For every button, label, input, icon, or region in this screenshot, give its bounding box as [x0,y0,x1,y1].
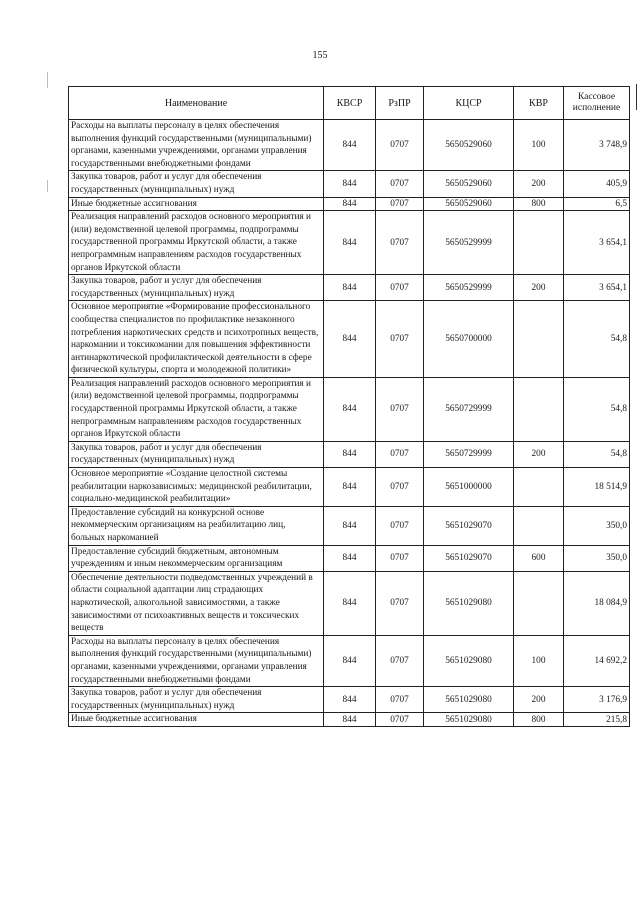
margin-mark [47,180,48,192]
cell-kvsr: 844 [324,441,376,467]
cell-kvr [514,468,564,507]
cell-rzpr: 0707 [376,713,424,727]
cell-kcsr: 5650529060 [424,120,514,171]
cell-rzpr: 0707 [376,441,424,467]
cell-amount: 350,0 [564,545,630,571]
cell-name: Предоставление субсидий бюджетным, автономным учреждениям и иным некоммерческим организациям [69,545,324,571]
table-row [69,275,630,301]
cell-rzpr: 0707 [376,687,424,713]
table-row [69,468,630,507]
table-row [69,197,630,211]
header-rzpr: РзПР [376,87,424,120]
table-row [69,506,630,545]
cell-kcsr: 5650529999 [424,211,514,275]
table-row [69,687,630,713]
cell-rzpr: 0707 [376,301,424,378]
cell-kvr [514,506,564,545]
cell-amount: 3 748,9 [564,120,630,171]
cell-rzpr: 0707 [376,377,424,441]
cell-name: Иные бюджетные ассигнования [69,713,324,727]
table-header-row [69,87,630,120]
cell-kvr: 200 [514,687,564,713]
cell-kvr: 100 [514,635,564,686]
cell-kvsr: 844 [324,468,376,507]
cell-rzpr: 0707 [376,211,424,275]
cell-amount: 54,8 [564,377,630,441]
cell-kvr [514,377,564,441]
cell-name: Закупка товаров, работ и услуг для обеспечения государственных (муниципальных) нужд [69,275,324,301]
header-kcsr: КЦСР [424,87,514,120]
cell-kvr: 100 [514,120,564,171]
header-kvr: КВР [514,87,564,120]
cell-rzpr: 0707 [376,571,424,635]
cell-amount: 350,0 [564,506,630,545]
table-row [69,571,630,635]
cell-name: Иные бюджетные ассигнования [69,197,324,211]
cell-kvsr: 844 [324,506,376,545]
cell-rzpr: 0707 [376,197,424,211]
cell-kcsr: 5651029080 [424,635,514,686]
cell-rzpr: 0707 [376,506,424,545]
cell-kcsr: 5650700000 [424,301,514,378]
table-row [69,120,630,171]
table-row [69,377,630,441]
cell-name: Реализация направлений расходов основного мероприятия и (или) ведомственной целевой программы, подпрограммы государственной программы Иркутской области, а также непрограммным направлениям расходов государственных органов Иркутской области [69,377,324,441]
cell-amount: 54,8 [564,301,630,378]
budget-table [68,86,630,727]
cell-kvsr: 844 [324,197,376,211]
cell-rzpr: 0707 [376,120,424,171]
cell-name: Предоставление субсидий на конкурсной основе некоммерческим организациям на реабилитацию лиц, больных наркоманией [69,506,324,545]
cell-kvr [514,211,564,275]
table-row [69,441,630,467]
cell-amount: 3 654,1 [564,211,630,275]
table-row [69,545,630,571]
cell-amount: 18 084,9 [564,571,630,635]
cell-name: Реализация направлений расходов основного мероприятия и (или) ведомственной целевой программы, подпрограммы государственной программы Иркутской области, а также непрограммным направлениям расходов государственных органов Иркутской области [69,211,324,275]
cell-name: Закупка товаров, работ и услуг для обеспечения государственных (муниципальных) нужд [69,171,324,197]
cell-kvsr: 844 [324,275,376,301]
cell-rzpr: 0707 [376,468,424,507]
cell-amount: 3 176,9 [564,687,630,713]
table-row [69,713,630,727]
cell-name: Закупка товаров, работ и услуг для обеспечения государственных (муниципальных) нужд [69,687,324,713]
cell-kcsr: 5650529999 [424,275,514,301]
cell-amount: 6,5 [564,197,630,211]
margin-mark [636,84,637,110]
cell-rzpr: 0707 [376,635,424,686]
cell-name: Основное мероприятие «Формирование профессионального сообщества специалистов по профилактике незаконного потребления наркотических средств и психотропных веществ, наркомании и токсикомании для повышения эффективности антинаркотической профилактической деятельности в сфере физической культуры, спорта и молодежной политики» [69,301,324,378]
cell-kvr: 800 [514,197,564,211]
cell-kvsr: 844 [324,635,376,686]
header-name: Наименование [69,87,324,120]
page-number: 155 [312,50,328,61]
cell-rzpr: 0707 [376,275,424,301]
cell-rzpr: 0707 [376,545,424,571]
cell-kvr: 200 [514,275,564,301]
cell-rzpr: 0707 [376,171,424,197]
cell-kvr [514,301,564,378]
cell-kvr [514,571,564,635]
header-amount: Кассовое исполнение [564,87,630,120]
cell-amount: 18 514,9 [564,468,630,507]
table-row [69,211,630,275]
cell-kvr: 800 [514,713,564,727]
table-row [69,301,630,378]
cell-name: Расходы на выплаты персоналу в целях обеспечения выполнения функций государственными (муниципальными) органами, казенными учреждениями, органами управления государственными внебюджетными фондами [69,120,324,171]
cell-name: Основное мероприятие «Создание целостной системы реабилитации наркозависимых: медицинской реабилитации, социально-медицинской реабилитации» [69,468,324,507]
cell-name: Обеспечение деятельности подведомственных учреждений в области социальной адаптации лиц страдающих наркотической, алкогольной зависимостями, а также зависимостями от психоактивных веществ и токсических веществ [69,571,324,635]
cell-kcsr: 5651029080 [424,687,514,713]
table-row [69,171,630,197]
cell-amount: 215,8 [564,713,630,727]
table-row [69,635,630,686]
header-kvsr: КВСР [324,87,376,120]
cell-kcsr: 5651000000 [424,468,514,507]
cell-kvsr: 844 [324,171,376,197]
cell-kvsr: 844 [324,713,376,727]
cell-kvsr: 844 [324,377,376,441]
cell-amount: 3 654,1 [564,275,630,301]
cell-kcsr: 5651029070 [424,545,514,571]
cell-kvsr: 844 [324,571,376,635]
cell-kvr: 600 [514,545,564,571]
cell-kcsr: 5650729999 [424,441,514,467]
cell-kcsr: 5651029080 [424,713,514,727]
cell-kvsr: 844 [324,545,376,571]
cell-kcsr: 5650529060 [424,171,514,197]
cell-kcsr: 5650529060 [424,197,514,211]
cell-kvsr: 844 [324,687,376,713]
cell-amount: 54,8 [564,441,630,467]
cell-name: Закупка товаров, работ и услуг для обеспечения государственных (муниципальных) нужд [69,441,324,467]
cell-kcsr: 5651029080 [424,571,514,635]
cell-kvsr: 844 [324,120,376,171]
cell-kcsr: 5651029070 [424,506,514,545]
cell-kvsr: 844 [324,211,376,275]
cell-kvr: 200 [514,171,564,197]
cell-kvsr: 844 [324,301,376,378]
cell-amount: 405,9 [564,171,630,197]
cell-amount: 14 692,2 [564,635,630,686]
margin-mark [47,72,48,88]
cell-kvr: 200 [514,441,564,467]
cell-kcsr: 5650729999 [424,377,514,441]
cell-name: Расходы на выплаты персоналу в целях обеспечения выполнения функций государственными (муниципальными) органами, казенными учреждениями, органами управления государственными внебюджетными фондами [69,635,324,686]
